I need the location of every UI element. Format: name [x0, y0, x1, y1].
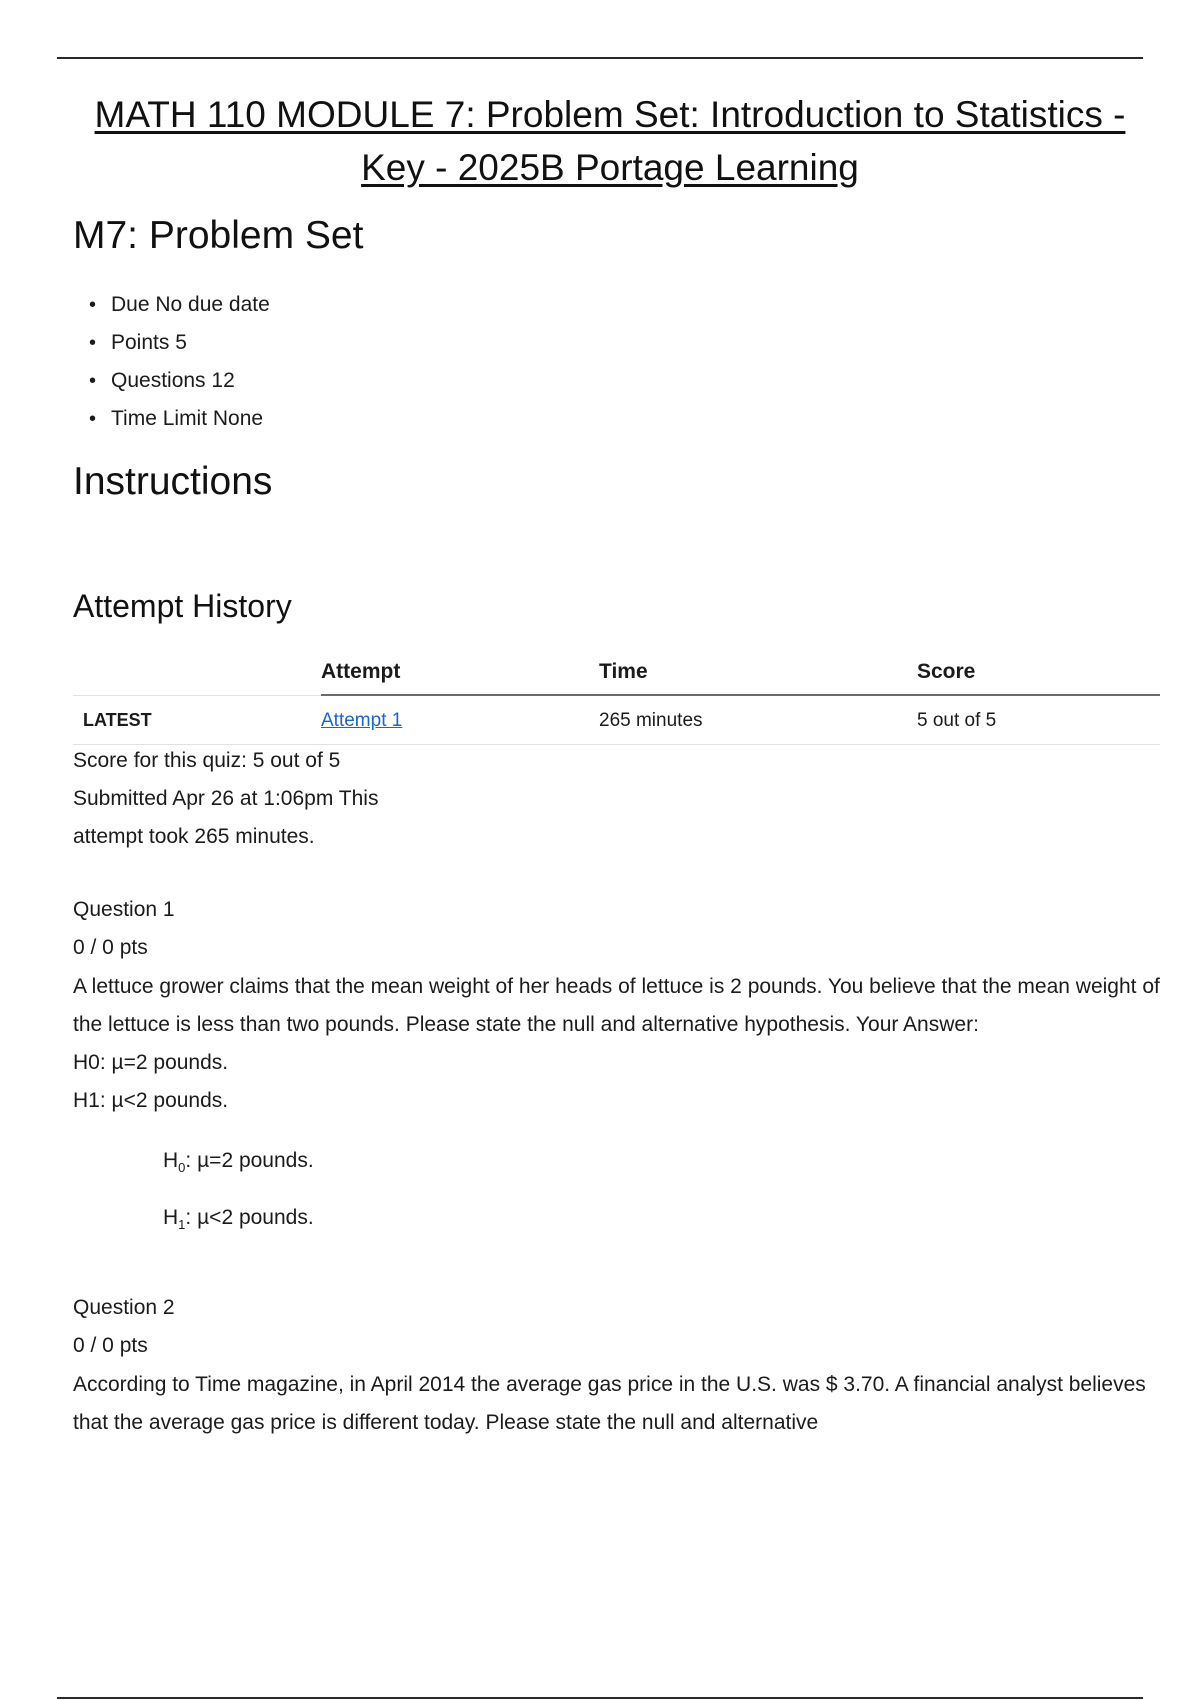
header-score: Score [917, 652, 1160, 695]
duration-line: attempt took 265 minutes. [73, 825, 315, 848]
h0-symbol: H [163, 1149, 179, 1172]
attempt-link[interactable]: Attempt 1 [321, 710, 403, 731]
submitted-line: Submitted Apr 26 at 1:06pm This [73, 787, 379, 810]
quiz-heading: M7: Problem Set [73, 214, 364, 257]
question-1-key-h1 [163, 1199, 314, 1244]
header-time: Time [599, 652, 917, 695]
meta-points: • Points 5 [85, 324, 270, 362]
h1-rest: : µ<2 pounds. [185, 1206, 314, 1229]
question-1-key-h0 [163, 1142, 314, 1187]
table-row [73, 695, 1160, 745]
attempt-history-table [73, 652, 1160, 745]
attempt-cell [321, 695, 599, 745]
meta-time-limit: • Time Limit None [85, 400, 270, 438]
h0-rest: : µ=2 pounds. [185, 1149, 314, 1172]
header-blank [73, 652, 321, 695]
top-divider [57, 57, 1143, 59]
header-attempt: Attempt [321, 652, 599, 695]
question-2-points: 0 / 0 pts [73, 1334, 148, 1357]
question-1-points: 0 / 0 pts [73, 936, 148, 959]
question-1-body [73, 968, 1163, 1120]
question-1-answer-h1: H1: µ<2 pounds. [73, 1089, 229, 1112]
table-header-row [73, 652, 1160, 695]
h0-subscript: 0 [178, 1160, 186, 1176]
latest-label: LATEST [73, 695, 321, 745]
time-cell: 265 minutes [599, 695, 917, 745]
score-cell: 5 out of 5 [917, 695, 1160, 745]
h1-subscript: 1 [178, 1217, 186, 1233]
instructions-heading: Instructions [73, 460, 273, 503]
question-1-heading: Question 1 [73, 898, 175, 921]
bottom-divider [57, 1697, 1143, 1699]
question-1-answer-h0: H0: µ=2 pounds. [73, 1051, 229, 1074]
h1-symbol: H [163, 1206, 179, 1229]
question-2-heading: Question 2 [73, 1296, 175, 1319]
document-title: MATH 110 MODULE 7: Problem Set: Introduction to Statistics - Key - 2025B Portage Learning [94, 94, 1126, 188]
meta-questions: • Questions 12 [85, 362, 270, 400]
score-line: Score for this quiz: 5 out of 5 [73, 749, 341, 772]
meta-due: • Due No due date [85, 286, 270, 324]
quiz-summary [73, 742, 413, 856]
quiz-meta-list [85, 286, 270, 438]
attempt-history-heading: Attempt History [73, 588, 292, 624]
question-2-text: According to Time magazine, in April 2014 the average gas price in the U.S. was $ 3.70. A financial analyst believes that the average gas price is different today. Please state the null and alternative [73, 1373, 1146, 1434]
question-1-text: A lettuce grower claims that the mean weight of her heads of lettuce is 2 pounds. You believe that the mean weight of the lettuce is less than two pounds. Please state the null and alternative hypothesis. Your Answer: [73, 975, 1160, 1036]
